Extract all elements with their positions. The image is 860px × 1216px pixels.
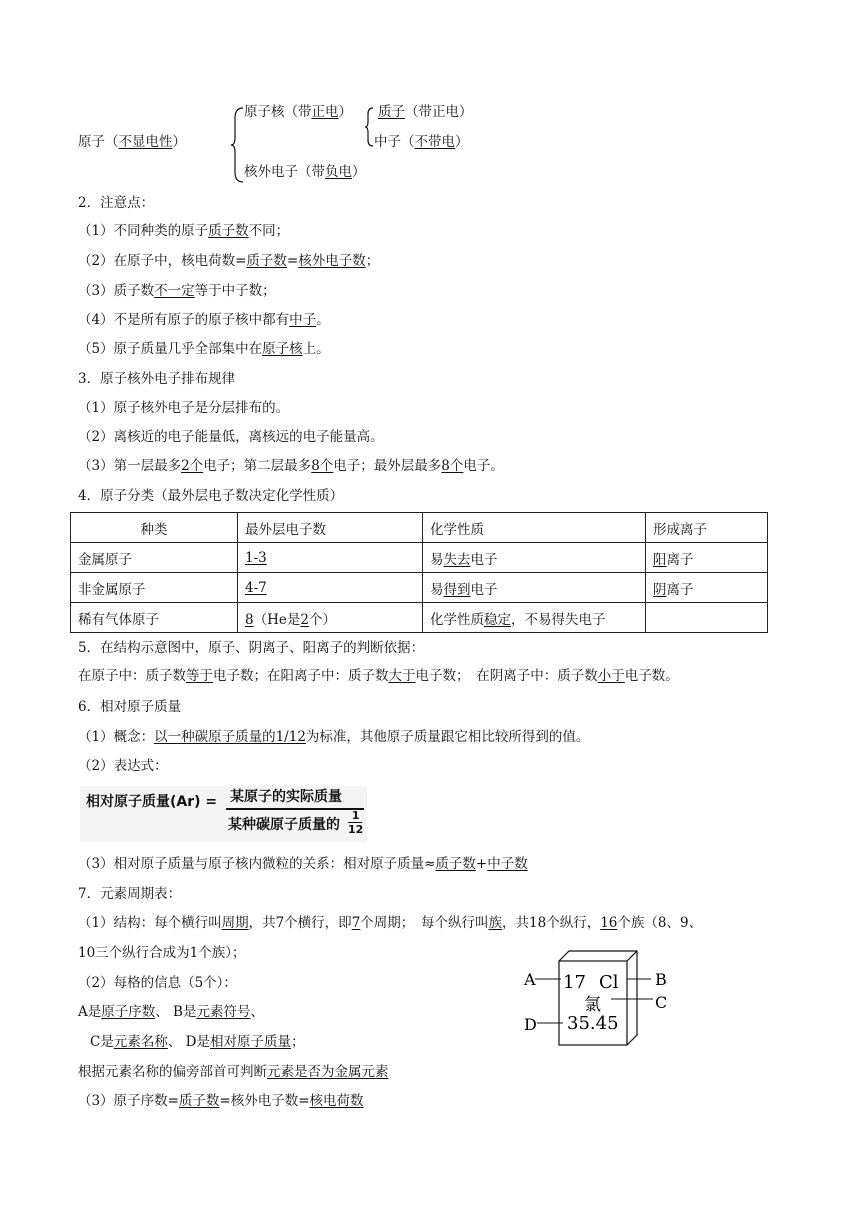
s3-line-2: （2）离核近的电子能量低，离核远的电子能量高。 xyxy=(78,429,384,445)
s2-line-5: （5）原子质量几乎全部集中在原子核上。 xyxy=(78,341,330,357)
section-2-heading: 2．注意点： xyxy=(78,195,155,211)
atomic-mass: 35.45 xyxy=(567,1013,619,1034)
table-cell: 1-3 xyxy=(238,543,423,573)
s2-line-2: （2）在原子中，核电荷数=质子数=核外电子数； xyxy=(78,253,380,269)
table-header-cell: 种类 xyxy=(71,513,238,543)
brace-large xyxy=(230,106,244,184)
table-cell: 稀有气体原子 xyxy=(71,603,238,633)
label-d: D xyxy=(524,1015,537,1034)
section-3-heading: 3．原子核外电子排布规律 xyxy=(78,371,236,387)
table-cell: 易失去电子 xyxy=(423,543,646,573)
table-cell: 4-7 xyxy=(238,573,423,603)
section-5-heading: 5．在结构示意图中，原子、阴离子、阳离子的判断依据： xyxy=(78,640,425,656)
table-row xyxy=(71,573,768,603)
label-b: B xyxy=(655,970,667,989)
table-cell: 金属原子 xyxy=(71,543,238,573)
table-cell xyxy=(646,603,768,633)
atom-label: 原子（不显电性） xyxy=(78,134,186,150)
nucleus-label: 原子核（带正电） xyxy=(244,104,352,120)
table-cell: 化学性质稳定，不易得失电子 xyxy=(423,603,646,633)
label-a: A xyxy=(524,970,536,989)
table-cell: 阳离子 xyxy=(646,543,768,573)
label-c: C xyxy=(655,993,668,1012)
s3-line-1: （1）原子核外电子是分层排布的。 xyxy=(78,400,290,416)
s7-line-4: C是元素名称、 D是相对原子质量； xyxy=(90,1034,305,1050)
table-cell: 8（He是2个） xyxy=(238,603,423,633)
s6-line-3: （3）相对原子质量与原子核内微粒的关系：相对原子质量≈质子数+中子数 xyxy=(78,856,528,872)
table-cell: 非金属原子 xyxy=(71,573,238,603)
electron-label: 核外电子（带负电） xyxy=(244,164,366,180)
periodic-table-cell-diagram xyxy=(515,945,675,1055)
formula-denominator: 某种碳原子质量的 xyxy=(228,817,340,833)
s6-line-2: （2）表达式： xyxy=(78,758,168,774)
s7-line-2: （2）每格的信息（5个）： xyxy=(78,975,237,991)
table-row xyxy=(71,543,768,573)
element-name: 氯 xyxy=(584,995,601,1015)
s7-line-1: （1）结构：每个横行叫周期，共7个横行，即7个周期； 每个纵行叫族，共18个纵行，16个族（8、9、 xyxy=(78,915,703,931)
table-header-cell: 形成离子 xyxy=(646,513,768,543)
s7-line-3: A是原子序数、 B是元素符号、 xyxy=(78,1004,264,1020)
table-cell: 阴离子 xyxy=(646,573,768,603)
element-symbol: Cl xyxy=(599,972,619,993)
s3-line-3: （3）第一层最多2个电子；第二层最多8个电子；最外层最多8个电子。 xyxy=(78,458,504,474)
s2-line-3: （3）质子数不一定等于中子数； xyxy=(78,283,276,299)
table-header-row xyxy=(71,513,768,543)
table-cell: 易得到电子 xyxy=(423,573,646,603)
atom-classification-table xyxy=(70,512,768,633)
section-4-heading: 4．原子分类（最外层电子数决定化学性质） xyxy=(78,488,344,504)
formula-fraction: 1 12 xyxy=(348,809,364,836)
s5-line: 在原子中：质子数等于电子数；在阳离子中：质子数大于电子数； 在阴离子中：质子数小于电子数。 xyxy=(78,668,679,684)
atomic-number: 17 xyxy=(563,972,586,993)
s2-line-4: （4）不是所有原子的原子核中都有中子。 xyxy=(78,312,330,328)
formula-bar xyxy=(226,808,364,810)
section-6-heading: 6．相对原子质量 xyxy=(78,699,182,715)
s7-line-6: （3）原子序数=质子数=核外电子数=核电荷数 xyxy=(78,1093,364,1109)
neutron-label: 中子（不带电） xyxy=(374,134,469,150)
formula-lhs: 相对原子质量(Ar) = xyxy=(86,794,218,810)
s7-line-1b: 10三个纵行合成为1个族）； xyxy=(78,945,246,961)
s7-line-5: 根据元素名称的偏旁部首可判断元素是否为金属元素 xyxy=(78,1064,389,1080)
table-header-cell: 化学性质 xyxy=(423,513,646,543)
formula-numerator: 某原子的实际质量 xyxy=(230,789,342,805)
relative-atomic-mass-formula xyxy=(80,786,367,842)
s2-line-1: （1）不同种类的原子质子数不同； xyxy=(78,223,290,239)
s6-line-1: （1）概念：以一种碳原子质量的1/12为标准，其他原子质量跟它相比较所得到的值。 xyxy=(78,729,590,745)
section-7-heading: 7．元素周期表： xyxy=(78,886,182,902)
table-header-cell: 最外层电子数 xyxy=(238,513,423,543)
proton-label: 质子（带正电） xyxy=(378,104,473,120)
table-row xyxy=(71,603,768,633)
brace-small xyxy=(364,106,374,148)
